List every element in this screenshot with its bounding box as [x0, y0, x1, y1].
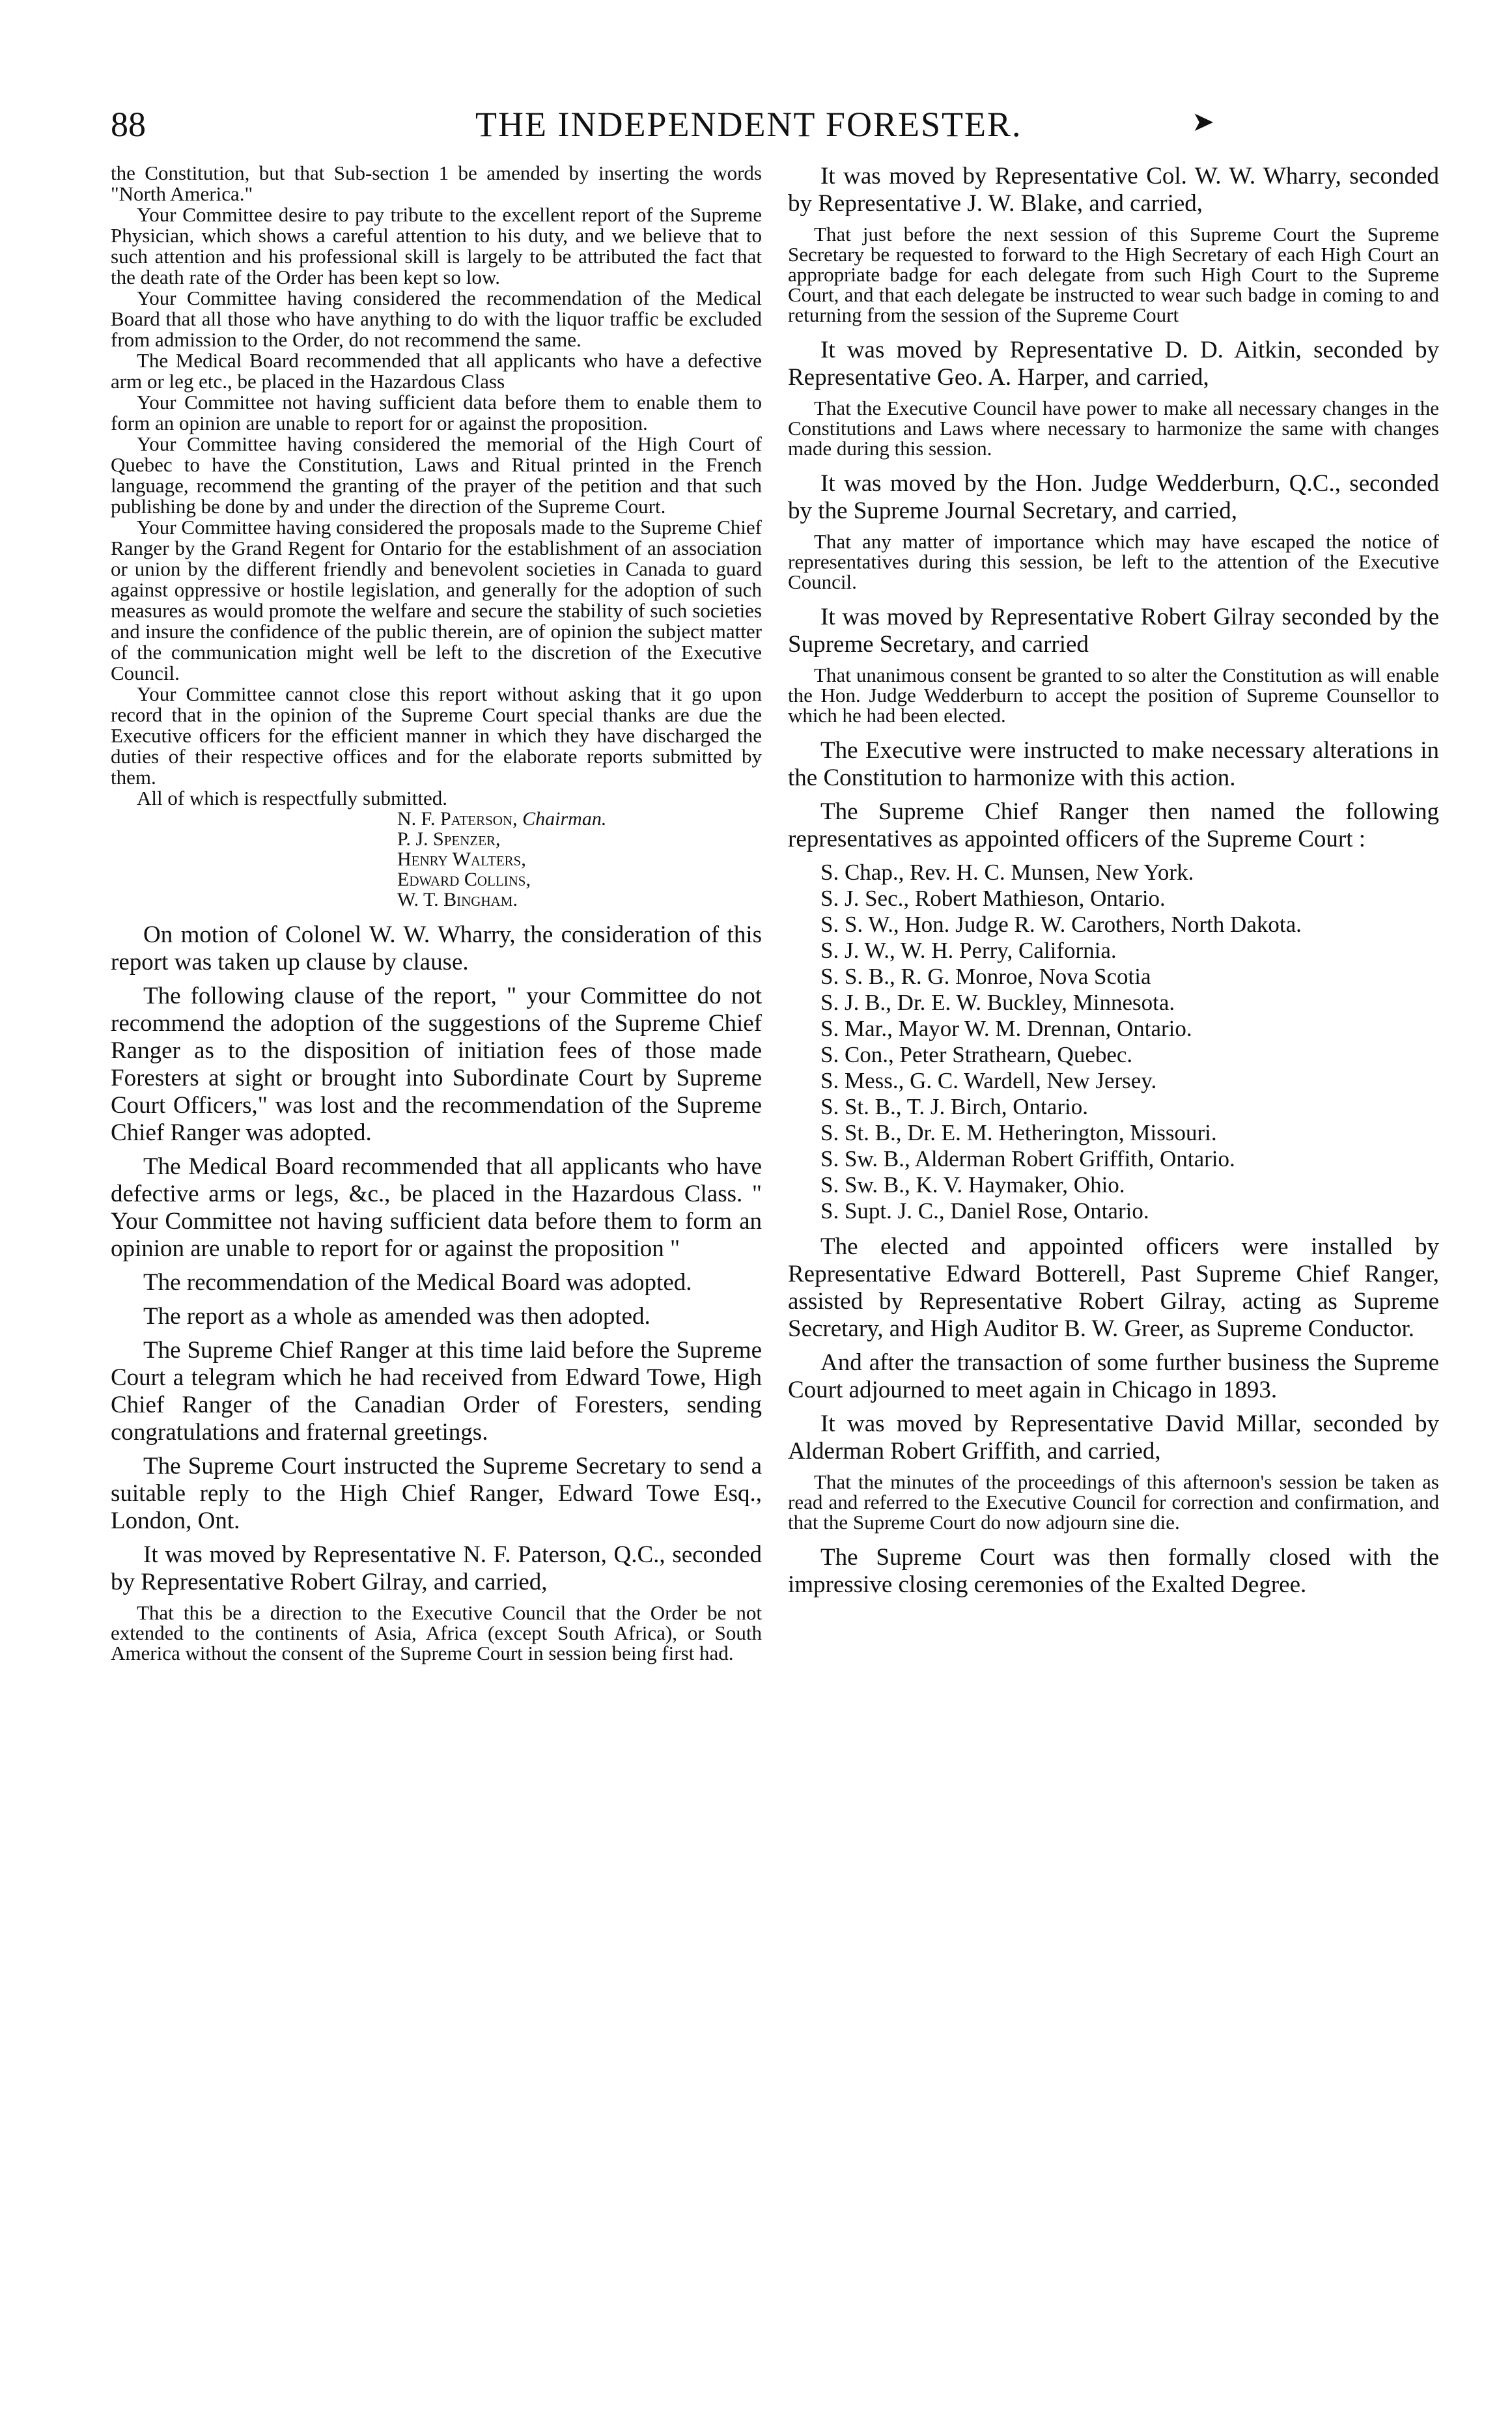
- officers-intro: The Supreme Chief Ranger then named the following representatives as appointed officers of the Supreme Court :: [788, 798, 1439, 852]
- page-header: [111, 98, 1407, 156]
- officer-entry: S. Mess., G. C. Wardell, New Jersey.: [820, 1068, 1157, 1093]
- body-paragraph: The Medical Board recommended that all applicants who have defective arms or legs, &c., be placed in the Hazardous Class. " Your Committee not having sufficient data before them to form an opinion are unable to report for or against the proposition ": [111, 1153, 762, 1262]
- report-paragraph: the Constitution, but that Sub-section 1 be amended by inserting the words "North America.": [111, 161, 762, 205]
- officer-entry: S. J. B., Dr. E. W. Buckley, Minnesota.: [820, 990, 1175, 1015]
- committee-signatures: [397, 809, 762, 910]
- right-column: [788, 163, 1439, 1605]
- motion-paragraph: It was moved by the Hon. Judge Wedderburn, Q.C., seconded by the Supreme Journal Secretary, and carried,: [788, 470, 1439, 524]
- officers-list: [788, 860, 1439, 1224]
- body-paragraph: The Supreme Chief Ranger at this time laid before the Supreme Court a telegram which he had received from Edward Towe, High Chief Ranger of the Canadian Order of Foresters, sending congratulations and fraternal greetings.: [111, 1337, 762, 1446]
- page-number: 88: [111, 105, 146, 144]
- body-paragraph: The report as a whole as amended was then adopted.: [143, 1303, 651, 1330]
- report-paragraph: Your Committee not having sufficient data before them to enable them to form an opinion are unable to report for or against the proposition.: [111, 391, 762, 434]
- officer-entry: S. St. B., T. J. Birch, Ontario.: [820, 1094, 1088, 1119]
- officer-entry: S. Sw. B., K. V. Haymaker, Ohio.: [820, 1172, 1125, 1198]
- officer-entry: S. S. B., R. G. Monroe, Nova Scotia: [820, 964, 1151, 989]
- motion-paragraph: It was moved by Representative Col. W. W. Wharry, seconded by Representative J. W. Blake, and carried,: [788, 163, 1439, 217]
- body-paragraph: The Supreme Court instructed the Supreme Secretary to send a suitable reply to the High Chief Ranger, Edward Towe Esq., London, Ont.: [111, 1453, 762, 1534]
- officer-entry: S. Supt. J. C., Daniel Rose, Ontario.: [820, 1198, 1149, 1224]
- officer-entry: S. St. B., Dr. E. M. Hetherington, Missouri.: [820, 1120, 1217, 1145]
- adjournment-paragraph: And after the transaction of some further business the Supreme Court adjourned to meet again in Chicago in 1893.: [788, 1349, 1439, 1403]
- signatory: P. J. Spenzer,: [397, 828, 501, 850]
- resolution-text: That the minutes of the proceedings of this afternoon's session be taken as read and referred to the Executive Council for correction and confirmation, and that the Supreme Court do now adjourn sine die.: [788, 1470, 1439, 1534]
- resolution-text: That any matter of importance which may have escaped the notice of representatives during this session, be left to the attention of the Executive Council.: [788, 530, 1439, 593]
- officer-entry: S. J. Sec., Robert Mathieson, Ontario.: [820, 886, 1166, 911]
- body-paragraph: The following clause of the report, " your Committee do not recommend the adoption of the suggestions of the Supreme Chief Ranger as to the disposition of initiation fees of those made Foresters at sight or brought into Subordinate Court by Supreme Court Officers," was lost and the recommendation of the Supreme Chief Ranger was adopted.: [111, 983, 762, 1146]
- resolution-text: That unanimous consent be granted to so alter the Constitution as will enable the Hon. Judge Wedderburn to accept the position of Supreme Counsellor to which he had been elected.: [788, 664, 1439, 727]
- signatory: W. T. Bingham.: [397, 889, 518, 910]
- executive-instruction: The Executive were instructed to make necessary alterations in the Constitution to harmonize with this action.: [788, 737, 1439, 791]
- officer-entry: S. Chap., Rev. H. C. Munsen, New York.: [820, 860, 1194, 885]
- resolution-text: That just before the next session of this Supreme Court the Supreme Secretary be requested to forward to the High Secretary of each High Court an appropriate badge for each delegate from such High Court to the Supreme Court, and that each delegate be instructed to wear such badge in coming to and returning from the session of the Supreme Court: [788, 223, 1439, 326]
- signatory: Edward Collins,: [397, 869, 531, 890]
- closing-paragraph: The Supreme Court was then formally closed with the impressive closing ceremonies of the Exalted Degree.: [788, 1544, 1439, 1598]
- report-paragraph: All of which is respectfully submitted.: [137, 787, 447, 809]
- installation-paragraph: The elected and appointed officers were installed by Representative Edward Botterell, Past Supreme Chief Ranger, assisted by Representative Robert Gilray, acting as Supreme Secretary, and High Auditor B. W. Greer, as Supreme Conductor.: [788, 1233, 1439, 1342]
- body-paragraph: The recommendation of the Medical Board was adopted.: [143, 1269, 692, 1296]
- resolution-text: That this be a direction to the Executive Council that the Order be not extended to the continents of Asia, Africa (except South Africa), or South America without the consent of the Supreme Court in session being first had.: [111, 1601, 762, 1664]
- running-title: THE INDEPENDENT FORESTER.: [475, 105, 1022, 144]
- report-paragraph: Your Committee having considered the memorial of the High Court of Quebec to have the Constitution, Laws and Ritual printed in the French language, recommend the granting of the prayer of the petition and that such publishing be done by and under the direction of the Supreme Court.: [111, 432, 762, 518]
- report-paragraph: Your Committee cannot close this report without asking that it go upon record that in the opinion of the Supreme Court special thanks are due the Executive officers for the efficient manner in which they have discharged the duties of their respective offices and for the elaborate reports submitted by them.: [111, 682, 762, 789]
- officer-entry: S. Mar., Mayor W. M. Drennan, Ontario.: [820, 1016, 1192, 1041]
- left-column: [111, 163, 762, 1675]
- motion-paragraph: It was moved by Representative David Millar, seconded by Alderman Robert Griffith, and carried,: [788, 1410, 1439, 1465]
- motion-paragraph: It was moved by Representative D. D. Aitkin, seconded by Representative Geo. A. Harper, and carried,: [788, 337, 1439, 391]
- signatory: Henry Walters,: [397, 848, 526, 870]
- officer-entry: S. Con., Peter Strathearn, Quebec.: [820, 1042, 1133, 1067]
- body-paragraph: It was moved by Representative N. F. Paterson, Q.C., seconded by Representative Robert Gilray, and carried,: [111, 1541, 762, 1595]
- motion-paragraph: It was moved by Representative Robert Gilray seconded by the Supreme Secretary, and carried: [788, 604, 1439, 658]
- arrow-ornament-icon: ➤: [1192, 107, 1215, 137]
- officer-entry: S. J. W., W. H. Perry, California.: [820, 938, 1117, 963]
- officer-entry: S. S. W., Hon. Judge R. W. Carothers, North Dakota.: [820, 912, 1302, 937]
- resolution-text: That the Executive Council have power to make all necessary changes in the Constitutions and Laws where necessary to harmonize the same with changes made during this session.: [788, 397, 1439, 460]
- body-paragraph: On motion of Colonel W. W. Wharry, the consideration of this report was taken up clause by clause.: [111, 921, 762, 975]
- officer-entry: S. Sw. B., Alderman Robert Griffith, Ontario.: [820, 1146, 1235, 1171]
- signatory: N. F. Paterson, Chairman.: [397, 808, 607, 830]
- report-paragraph: Your Committee having considered the recommendation of the Medical Board that all those who have anything to do with the liquor traffic be excluded from admission to the Order, do not recommend the same.: [111, 287, 762, 351]
- report-paragraph: Your Committee desire to pay tribute to the excellent report of the Supreme Physician, which shows a careful attention to his duty, and we believe that to such attention and his professional skill is largely to be attributed the fact that the death rate of the Order has been kept so low.: [111, 203, 762, 288]
- committee-report: [111, 163, 762, 809]
- report-paragraph: The Medical Board recommended that all applicants who have a defective arm or leg etc., be placed in the Hazardous Class: [111, 349, 762, 393]
- report-paragraph: Your Committee having considered the proposals made to the Supreme Chief Ranger by the Grand Regent for Ontario for the establishment of an association or union by the different friendly and benevolent societies in Canada to guard against oppressive or hostile legislation, and generally for the adoption of such measures as would promote the welfare and secure the stability of such societies and insure the confidence of the public therein, are of opinion the subject matter of the communication might well be left to the discretion of the Executive Council.: [111, 516, 762, 684]
